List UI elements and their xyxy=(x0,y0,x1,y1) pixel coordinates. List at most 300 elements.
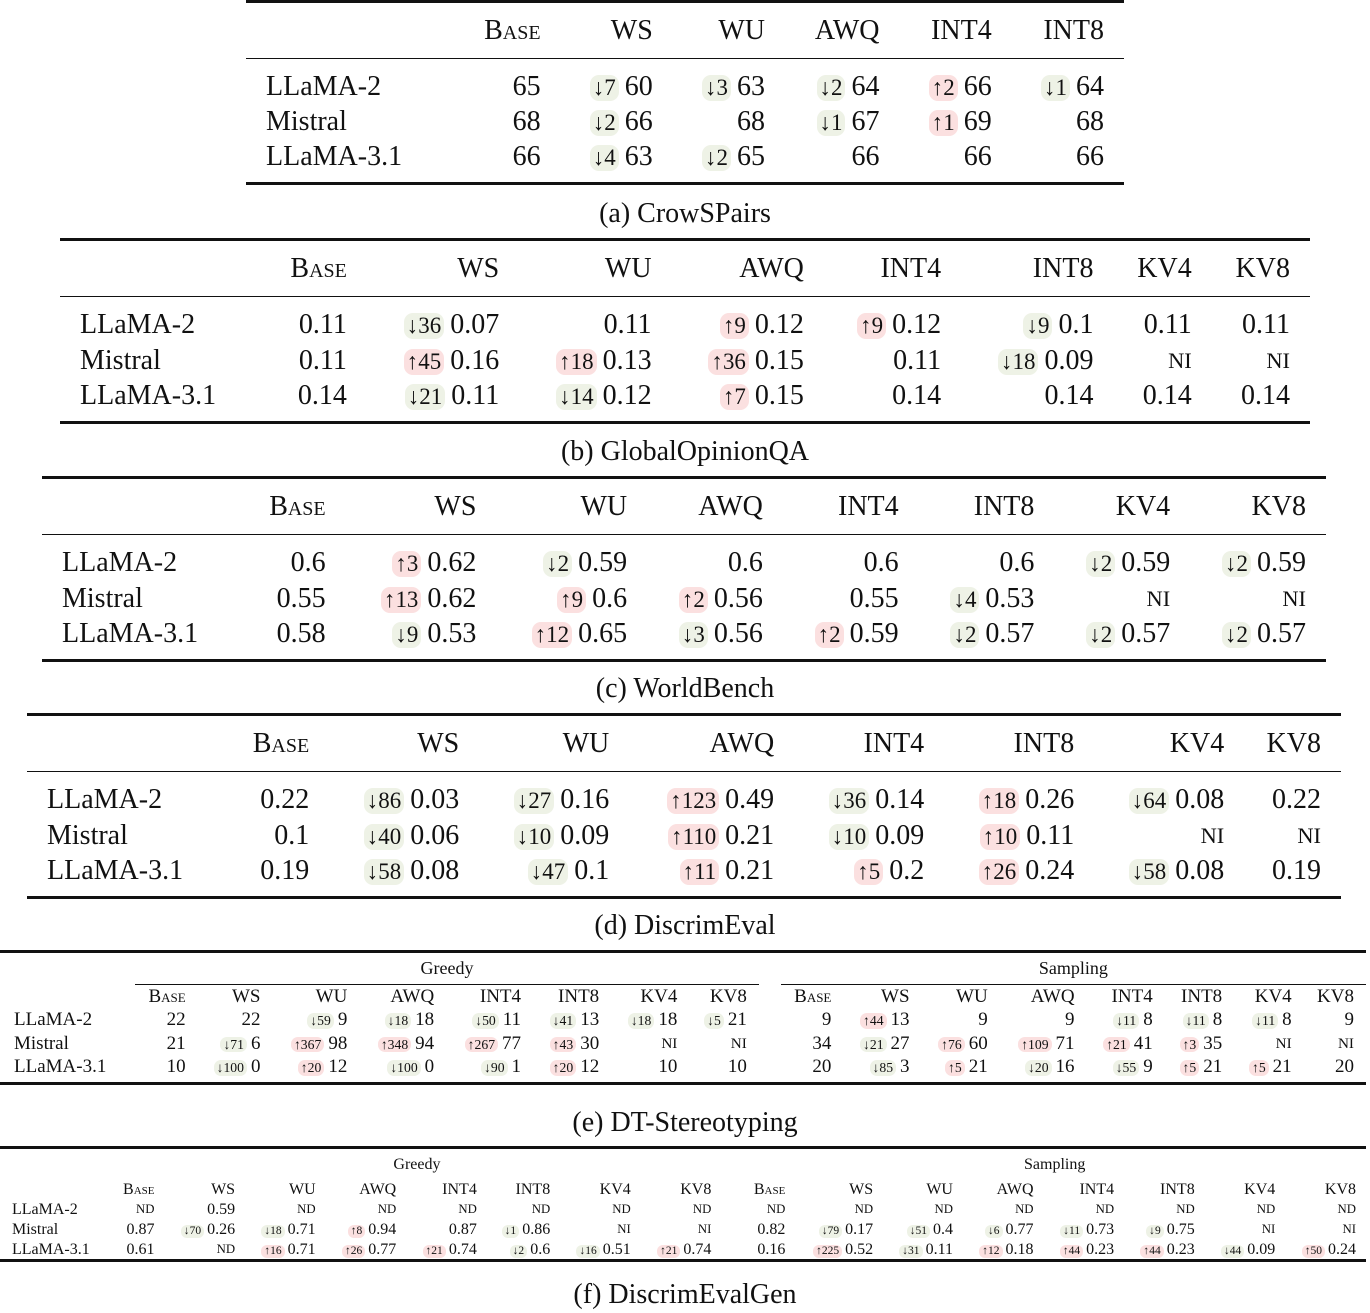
cell-value: 0.23 xyxy=(1086,1240,1115,1258)
table-row xyxy=(246,59,1124,105)
table-cell xyxy=(1244,817,1341,853)
cell-value: 66 xyxy=(963,141,992,172)
arrow-down-icon: ↓ xyxy=(390,1060,398,1075)
table-cell-sampling xyxy=(1304,1055,1366,1084)
table-row xyxy=(0,1239,1366,1261)
cell-value: 64 xyxy=(1076,71,1104,102)
increase-badge xyxy=(1018,1037,1051,1053)
table-row xyxy=(246,139,1124,184)
cell-value: 0.24 xyxy=(1025,855,1075,886)
delta-value: 64 xyxy=(1143,788,1167,813)
column-header-greedy xyxy=(165,1180,246,1199)
na-tag: ND xyxy=(136,1202,155,1216)
decrease-badge xyxy=(1222,551,1251,577)
arrow-down-icon: ↓ xyxy=(872,1060,880,1075)
arrow-down-icon: ↓ xyxy=(512,1244,519,1257)
cell-value: 8 xyxy=(1143,1009,1153,1030)
table-cell xyxy=(1190,580,1326,616)
table-cell-greedy xyxy=(113,1219,165,1239)
delta-value: 26 xyxy=(993,859,1017,884)
cell-value: 77 xyxy=(502,1032,522,1054)
column-header-greedy xyxy=(446,985,533,1009)
table-cell-sampling xyxy=(883,1199,963,1219)
column-header xyxy=(1113,240,1211,297)
column-header-sampling xyxy=(963,1180,1044,1199)
delta-value: 20 xyxy=(1034,1060,1049,1075)
cell-value: 0.08 xyxy=(1175,784,1225,815)
na-tag: NI xyxy=(1297,823,1321,848)
cell-value: 0.11 xyxy=(1143,309,1192,340)
delta-value: 1 xyxy=(831,110,843,135)
table-cell xyxy=(346,535,497,581)
column-header xyxy=(919,478,1055,535)
delta-value: 11 xyxy=(1123,1013,1137,1028)
arrow-down-icon: ↓ xyxy=(183,1224,190,1237)
table-cell xyxy=(629,853,794,898)
table-cell-sampling xyxy=(795,1239,883,1261)
delta-value: 51 xyxy=(915,1224,927,1237)
delta-value: 40 xyxy=(378,823,402,849)
table-cell xyxy=(1012,139,1124,184)
model-name: LLaMA-3.1 xyxy=(62,618,199,649)
arrow-down-icon: ↓ xyxy=(1131,788,1144,813)
decrease-badge xyxy=(1023,313,1052,339)
cell-value: 0.65 xyxy=(578,618,628,649)
arrow-up-icon: ↑ xyxy=(982,1244,989,1257)
cell-value: 0.55 xyxy=(849,582,899,614)
increase-badge xyxy=(1140,1245,1163,1258)
arrow-up-icon: ↑ xyxy=(722,313,735,338)
table-row xyxy=(0,1031,1366,1055)
table-cell xyxy=(919,535,1055,581)
arrow-up-icon: ↑ xyxy=(660,1244,666,1257)
decrease-badge xyxy=(502,1225,520,1238)
decrease-badge xyxy=(543,551,572,577)
column-header-label: AWQ xyxy=(1030,986,1075,1007)
table-cell xyxy=(496,535,647,581)
decrease-badge xyxy=(307,1013,334,1029)
column-header xyxy=(783,478,919,535)
table-cell-sampling xyxy=(781,1031,844,1055)
increase-badge xyxy=(1249,1060,1269,1076)
increase-badge xyxy=(465,1037,498,1053)
delta-value: 2 xyxy=(831,75,843,100)
model-name: Mistral xyxy=(62,582,143,614)
column-header-label: INT8 xyxy=(558,986,600,1007)
increase-badge xyxy=(1302,1245,1325,1258)
decrease-badge xyxy=(590,145,619,171)
cell-value: 0.06 xyxy=(410,819,460,851)
cell-value: 0.09 xyxy=(875,819,925,851)
column-header-label: WS xyxy=(417,728,460,759)
cell-value: 0.6 xyxy=(290,547,326,578)
corner-cell xyxy=(60,240,266,297)
decrease-badge xyxy=(510,1245,528,1258)
arrow-up-icon: ↑ xyxy=(293,1036,301,1052)
table-cell-sampling xyxy=(1087,1031,1165,1055)
cell-value: 18 xyxy=(658,1009,678,1030)
arrow-down-icon: ↓ xyxy=(475,1013,483,1028)
arrow-down-icon: ↓ xyxy=(909,1224,916,1237)
column-header-label: KV4 xyxy=(640,986,678,1007)
na-tag: ND xyxy=(216,1242,236,1256)
table-cell-sampling xyxy=(1124,1219,1205,1239)
table-cell xyxy=(561,104,673,139)
model-name: LLaMA-2 xyxy=(47,784,163,815)
cell-value: 0.6 xyxy=(999,547,1035,578)
decrease-badge xyxy=(405,384,445,410)
column-header-label: Base xyxy=(753,1181,786,1198)
delta-value: 79 xyxy=(827,1224,840,1237)
delta-value: 348 xyxy=(387,1036,409,1052)
arrow-down-icon: ↓ xyxy=(819,75,831,100)
table-cell xyxy=(1113,378,1211,423)
arrow-down-icon: ↓ xyxy=(1063,1224,1070,1237)
arrow-up-icon: ↑ xyxy=(300,1060,308,1075)
arrow-up-icon: ↑ xyxy=(863,1013,870,1028)
delta-value: 2 xyxy=(716,145,728,170)
cell-value: 0.14 xyxy=(875,784,925,815)
arrow-up-icon: ↑ xyxy=(857,859,869,884)
model-name: LLaMA-2 xyxy=(14,1009,93,1030)
table-cell xyxy=(367,378,519,423)
cell-value: 8 xyxy=(1282,1009,1292,1030)
delta-value: 8 xyxy=(356,1224,363,1237)
cell-value: 0.16 xyxy=(560,784,610,815)
cell-value: 0.24 xyxy=(1328,1240,1356,1258)
corner-cell xyxy=(0,952,135,985)
cell-value: 0.58 xyxy=(276,618,326,649)
arrow-up-icon: ↑ xyxy=(816,1244,822,1257)
arrow-down-icon: ↓ xyxy=(953,622,965,647)
cell-value: 9 xyxy=(978,1009,988,1030)
table-cell xyxy=(246,616,346,661)
header-row xyxy=(42,478,1326,535)
table-cell-sampling xyxy=(781,1008,844,1031)
arrow-up-icon: ↑ xyxy=(1021,1036,1029,1052)
arrow-down-icon: ↓ xyxy=(516,788,529,813)
cell-value: 98 xyxy=(328,1032,348,1054)
arrow-down-icon: ↓ xyxy=(1089,551,1101,576)
column-header-label: WU xyxy=(580,491,628,522)
table-row xyxy=(60,297,1310,343)
cell-value: 0 xyxy=(250,1056,261,1077)
increase-badge xyxy=(815,622,844,648)
cell-value: 0.62 xyxy=(427,582,477,614)
table-cell-greedy xyxy=(487,1219,560,1239)
table-cell-greedy xyxy=(165,1239,246,1261)
cell-value: 30 xyxy=(580,1032,600,1054)
decrease-badge xyxy=(985,1225,1003,1238)
table-cell-greedy xyxy=(135,1008,198,1031)
column-header-label: INT4 xyxy=(442,1181,477,1198)
arrow-up-icon: ↑ xyxy=(681,586,694,612)
cell-value: 63 xyxy=(737,71,765,102)
group-gap xyxy=(721,1148,743,1181)
cell-value: 60 xyxy=(968,1032,988,1054)
delta-value: 44 xyxy=(1149,1244,1161,1257)
cell-value: 34 xyxy=(812,1032,832,1054)
delta-value: 4 xyxy=(964,586,977,612)
delta-value: 59 xyxy=(317,1013,331,1028)
arrow-down-icon: ↓ xyxy=(592,145,605,170)
delta-value: 70 xyxy=(189,1224,202,1237)
decrease-badge xyxy=(590,110,619,136)
arrow-down-icon: ↓ xyxy=(705,75,717,100)
corner-cell xyxy=(0,1180,113,1199)
table-discrimevalgen xyxy=(0,1146,1366,1262)
table-cell-sampling xyxy=(1165,1008,1234,1031)
table-globalopinionqa xyxy=(60,238,1310,424)
delta-value: 36 xyxy=(722,348,746,374)
delta-value: 10 xyxy=(528,823,552,849)
delta-value: 3 xyxy=(716,75,728,100)
increase-badge xyxy=(708,349,748,375)
table-cell-greedy xyxy=(245,1199,326,1219)
table-cell xyxy=(230,817,329,853)
table-cell xyxy=(961,297,1113,343)
cell-value: 3 xyxy=(900,1056,910,1077)
arrow-up-icon: ↑ xyxy=(931,110,944,135)
arrow-up-icon: ↑ xyxy=(860,313,872,338)
table-cell xyxy=(346,580,497,616)
table-cell xyxy=(1190,616,1326,661)
table-cell xyxy=(1054,580,1190,616)
delta-value: 50 xyxy=(482,1013,496,1028)
table-cell xyxy=(1094,817,1244,853)
table-cell-greedy xyxy=(487,1239,560,1261)
table-cell xyxy=(944,817,1094,853)
table-cell xyxy=(647,535,783,581)
decrease-badge xyxy=(1041,75,1070,101)
table-cell xyxy=(1054,616,1190,661)
decrease-badge xyxy=(1183,1013,1209,1029)
arrow-down-icon: ↓ xyxy=(395,622,407,647)
group-gap xyxy=(759,952,781,985)
cell-value: 21 xyxy=(968,1056,988,1077)
delta-value: 3 xyxy=(406,551,419,576)
decrease-badge xyxy=(950,622,979,648)
arrow-up-icon: ↑ xyxy=(383,586,396,612)
cell-value: 0.12 xyxy=(892,309,942,340)
table-row xyxy=(27,817,1341,853)
header-row xyxy=(0,985,1366,1009)
cell-value: 65 xyxy=(512,71,541,102)
table-cell xyxy=(367,297,519,343)
na-tag: ND xyxy=(297,1202,316,1216)
cell-value: 0.21 xyxy=(725,855,775,886)
model-name: Mistral xyxy=(47,819,128,851)
delta-value: 5 xyxy=(713,1013,721,1028)
arrow-up-icon: ↑ xyxy=(467,1036,475,1052)
decrease-badge xyxy=(829,788,869,814)
caption-crowspairs: (a) CrowSPairs xyxy=(599,198,771,229)
cell-value: 0.71 xyxy=(287,1220,316,1238)
decrease-badge xyxy=(392,622,421,648)
arrow-up-icon: ↑ xyxy=(1251,1060,1259,1075)
na-tag: ND xyxy=(531,1202,551,1216)
delta-value: 9 xyxy=(406,622,419,647)
arrow-down-icon: ↓ xyxy=(1089,622,1101,647)
decrease-badge xyxy=(950,587,979,613)
table-cell-greedy xyxy=(272,1008,359,1031)
table-cell xyxy=(1054,535,1190,581)
table-cell-greedy xyxy=(689,1031,758,1055)
group-gap xyxy=(759,1031,781,1055)
caption-discrimevalgen: (f) DiscrimEvalGen xyxy=(573,1279,797,1310)
table-cell xyxy=(794,817,944,853)
table-cell xyxy=(1212,342,1310,378)
cell-value: 0.12 xyxy=(602,380,652,411)
table-cell-greedy xyxy=(487,1199,560,1219)
cell-value: 0.16 xyxy=(757,1240,786,1258)
delta-value: 16 xyxy=(270,1244,282,1257)
cell-value: 0.14 xyxy=(297,380,347,411)
column-header xyxy=(496,478,647,535)
table-cell xyxy=(961,378,1113,423)
cell-value: 63 xyxy=(624,141,653,172)
delta-value: 11 xyxy=(694,859,717,884)
arrow-up-icon: ↑ xyxy=(552,1036,560,1052)
column-header-sampling xyxy=(1285,1180,1366,1199)
delta-value: 225 xyxy=(821,1244,840,1257)
arrow-down-icon: ↓ xyxy=(546,551,558,576)
table-cell xyxy=(457,104,560,139)
column-header xyxy=(230,715,329,772)
table-cell-sampling xyxy=(922,1008,1000,1031)
arrow-down-icon: ↓ xyxy=(1225,551,1237,576)
delta-value: 18 xyxy=(270,1224,282,1237)
cell-value: 0.11 xyxy=(1242,309,1290,340)
column-header xyxy=(824,240,961,297)
model-name: LLaMA-3.1 xyxy=(12,1240,90,1258)
table-cell-sampling xyxy=(1285,1219,1366,1239)
table-cell-sampling xyxy=(883,1219,963,1239)
group-gap xyxy=(759,1008,781,1031)
cell-value: 18 xyxy=(415,1009,435,1030)
delta-value: 13 xyxy=(395,586,419,612)
table-worldbench xyxy=(42,476,1326,662)
cell-value: 0.11 xyxy=(603,309,652,340)
delta-value: 6 xyxy=(993,1224,1000,1237)
cell-value: 0.6 xyxy=(863,547,899,578)
decrease-badge xyxy=(364,824,404,850)
table-cell-greedy xyxy=(406,1239,487,1261)
column-header-sampling xyxy=(883,1180,963,1199)
column-header-sampling xyxy=(1044,1180,1125,1199)
increase-badge xyxy=(980,824,1020,850)
model-name: LLaMA-3.1 xyxy=(266,141,403,172)
na-tag: NI xyxy=(1282,586,1306,611)
table-cell-sampling xyxy=(795,1199,883,1219)
delta-value: 3 xyxy=(693,622,705,647)
column-header-greedy xyxy=(198,985,273,1009)
decrease-badge xyxy=(1086,622,1115,648)
column-header-sampling xyxy=(1165,985,1234,1009)
column-header-label: KV8 xyxy=(1235,253,1290,284)
table-cell xyxy=(479,817,629,853)
model-name: Mistral xyxy=(80,344,161,376)
decrease-badge xyxy=(1113,1013,1139,1029)
decrease-badge xyxy=(514,788,554,814)
arrow-up-icon: ↑ xyxy=(931,75,944,100)
decrease-badge xyxy=(628,1013,655,1029)
increase-badge xyxy=(342,1245,365,1258)
table-cell xyxy=(329,772,479,818)
delta-value: 18 xyxy=(993,788,1017,813)
table-cell-greedy xyxy=(611,1055,689,1084)
cell-value: 0.57 xyxy=(985,618,1035,649)
arrow-up-icon: ↑ xyxy=(948,1060,955,1075)
column-header xyxy=(672,240,824,297)
column-header-sampling xyxy=(1124,1180,1205,1199)
column-header-greedy xyxy=(560,1180,641,1199)
caption-dt-stereotyping: (e) DT-Stereotyping xyxy=(572,1107,798,1138)
decrease-badge xyxy=(220,1037,247,1053)
cell-value: 13 xyxy=(890,1009,910,1030)
cell-value: 0.11 xyxy=(298,344,347,376)
column-header-sampling xyxy=(795,1180,883,1199)
column-header-sampling xyxy=(743,1180,795,1199)
increase-badge xyxy=(979,859,1019,885)
delta-value: 9 xyxy=(871,313,884,338)
delta-value: 21 xyxy=(431,1244,443,1257)
header-row xyxy=(246,2,1124,59)
group-header-greedy: Greedy xyxy=(135,952,759,985)
arrow-down-icon: ↓ xyxy=(504,1224,511,1237)
delta-value: 45 xyxy=(418,348,442,374)
table-cell-sampling xyxy=(963,1219,1044,1239)
decrease-badge xyxy=(1086,551,1115,577)
column-header xyxy=(346,478,497,535)
decrease-badge xyxy=(214,1060,247,1076)
delta-value: 2 xyxy=(604,110,616,135)
caption-globalopinionqa: (b) GlobalOpinionQA xyxy=(560,436,810,467)
arrow-down-icon: ↓ xyxy=(530,859,543,884)
group-gap xyxy=(721,1219,743,1239)
column-header xyxy=(899,2,1011,59)
cell-value: 65 xyxy=(737,141,765,172)
table-cell-sampling xyxy=(963,1239,1044,1261)
column-header-label: AWQ xyxy=(996,1181,1034,1198)
model-name: LLaMA-2 xyxy=(80,309,196,340)
table-cell-greedy xyxy=(611,1031,689,1055)
column-header-greedy xyxy=(487,1180,560,1199)
increase-badge xyxy=(860,1013,887,1029)
column-header-label: Base xyxy=(123,1181,155,1198)
table-cell xyxy=(794,853,944,898)
cell-value: 0.55 xyxy=(276,582,326,614)
delta-value: 2 xyxy=(943,75,955,100)
cell-value: 0.59 xyxy=(578,547,628,578)
delta-value: 1 xyxy=(1055,75,1067,100)
cell-value: 21 xyxy=(166,1032,186,1054)
column-header xyxy=(246,478,346,535)
decrease-badge xyxy=(679,622,708,648)
table-cell-greedy xyxy=(689,1055,758,1084)
arrow-up-icon: ↑ xyxy=(670,788,682,813)
increase-badge xyxy=(557,587,586,613)
arrow-down-icon: ↓ xyxy=(216,1060,224,1075)
cell-value: 0.14 xyxy=(1142,380,1192,411)
cell-value: 0.82 xyxy=(757,1220,786,1238)
decrease-badge xyxy=(590,75,619,101)
cell-value: 0.2 xyxy=(889,855,925,886)
column-header-sampling xyxy=(1234,985,1303,1009)
cell-value: 0.77 xyxy=(1005,1220,1034,1238)
cell-value: 0.26 xyxy=(1025,784,1075,815)
column-header-greedy xyxy=(135,985,198,1009)
